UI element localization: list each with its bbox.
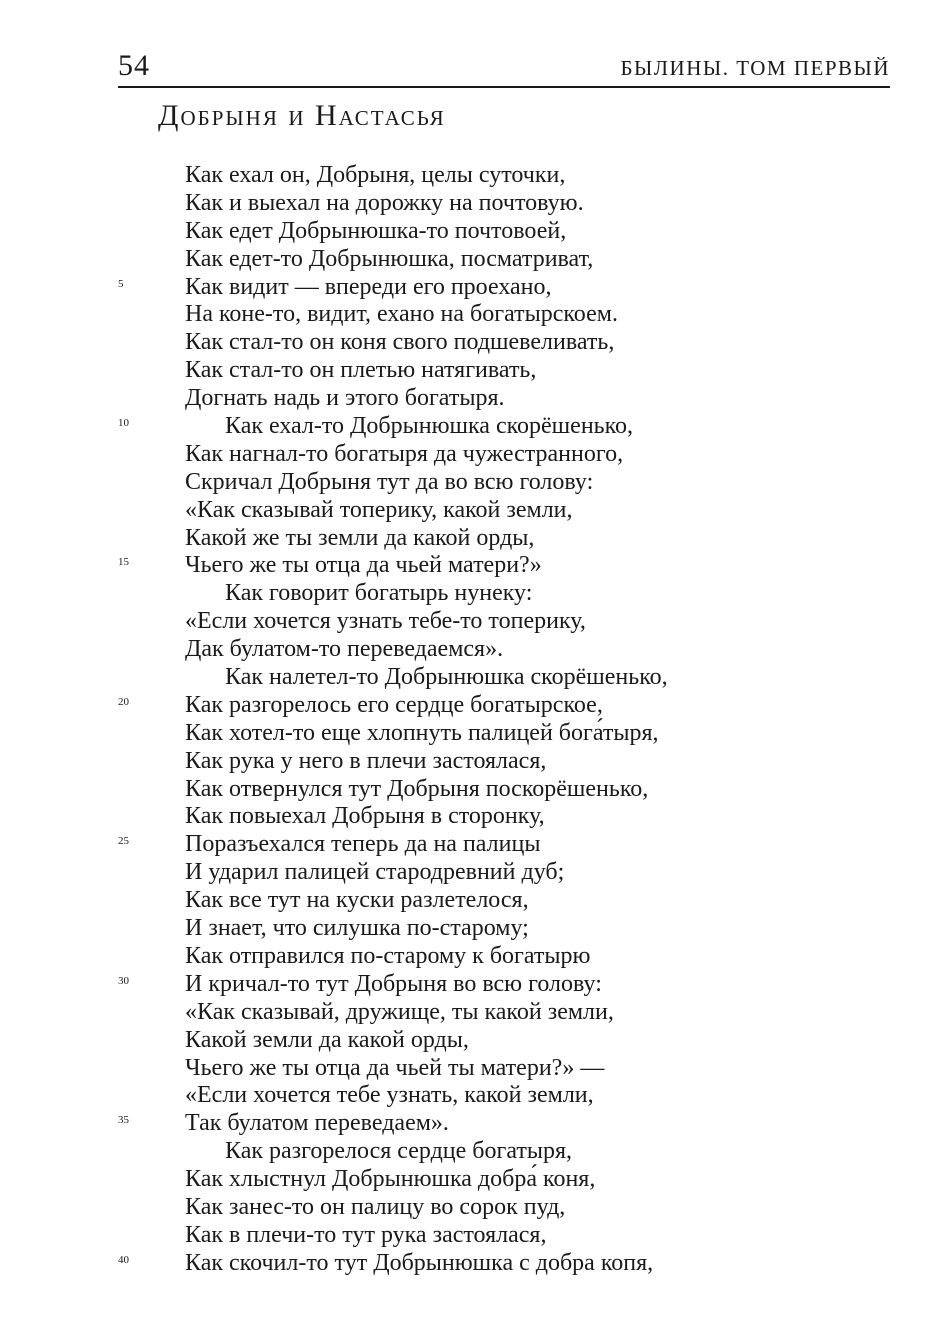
poem-line xyxy=(0,720,950,748)
line-text: Как стал-то он плетью натягивать, xyxy=(185,357,537,384)
line-text: Как занес-то он палицу во сорок пуд, xyxy=(185,1193,566,1220)
line-number: 25 xyxy=(118,835,129,848)
line-text: Как стал-то он коня свого подшевеливать, xyxy=(185,329,615,356)
poem-line xyxy=(0,301,950,329)
poem-line xyxy=(0,469,950,497)
poem-line xyxy=(0,803,950,831)
line-text: И кричал-то тут Добрыня во всю голову: xyxy=(185,970,602,997)
poem-line xyxy=(0,664,950,692)
poem-line xyxy=(0,1250,950,1278)
poem-line xyxy=(0,552,950,580)
poem-line xyxy=(0,999,950,1027)
line-text: Как хотел-то еще хлопнуть палицей бога́тыря, xyxy=(185,719,659,746)
line-text: Как нагнал-то богатыря да чужестранного, xyxy=(185,440,624,467)
line-text: Как скочил-то тут Добрынюшка с добра копя, xyxy=(185,1249,654,1276)
poem-line xyxy=(0,190,950,218)
poem-line xyxy=(0,1166,950,1194)
poem-line xyxy=(0,580,950,608)
line-text: Как разгорелось его сердце богатырское, xyxy=(185,691,603,718)
poem-line xyxy=(0,1194,950,1222)
poem-body xyxy=(0,162,950,1278)
line-number: 40 xyxy=(118,1253,129,1266)
poem-line xyxy=(0,608,950,636)
poem-line xyxy=(0,971,950,999)
line-number: 20 xyxy=(118,695,129,708)
line-text: И ударил палицей стародревний дуб; xyxy=(185,859,565,886)
line-text: Как ехал-то Добрынюшка скорёшенько, xyxy=(225,413,634,440)
line-text: Как отправился по-старому к богатырю xyxy=(185,942,591,969)
poem-line xyxy=(0,692,950,720)
poem-line xyxy=(0,1222,950,1250)
line-text: Как хлыстнул Добрынюшка добра́ коня, xyxy=(185,1166,596,1193)
line-text: И знает, что силушка по-старому; xyxy=(185,915,529,942)
line-text: Как говорит богатырь нунеку: xyxy=(225,580,533,607)
poem-line xyxy=(0,1138,950,1166)
line-text: Чьего же ты отца да чьей ты матери?» — xyxy=(185,1054,605,1081)
header-rule xyxy=(118,86,890,88)
poem-line xyxy=(0,385,950,413)
poem-line xyxy=(0,776,950,804)
poem-line xyxy=(0,525,950,553)
poem-line xyxy=(0,497,950,525)
line-number: 10 xyxy=(118,417,129,430)
line-text: Как видит — впереди его проехано, xyxy=(185,273,552,300)
poem-line xyxy=(0,636,950,664)
poem-line xyxy=(0,162,950,190)
line-text: Как ехал он, Добрыня, целы суточки, xyxy=(185,162,566,188)
running-head: БЫЛИНЫ. ТОМ ПЕРВЫЙ xyxy=(620,56,890,80)
line-text: Какой земли да какой орды, xyxy=(185,1026,469,1053)
poem-line xyxy=(0,274,950,302)
line-number: 35 xyxy=(118,1114,129,1127)
poem-line xyxy=(0,441,950,469)
poem-line xyxy=(0,831,950,859)
poem-title: Добрыня и Настасья xyxy=(158,99,446,132)
poem-line xyxy=(0,859,950,887)
poem-line xyxy=(0,357,950,385)
poem-line xyxy=(0,413,950,441)
line-text: Как едет-то Добрынюшка, посматриват, xyxy=(185,245,594,272)
line-text: На коне-то, видит, ехано на богатырскоем. xyxy=(185,301,618,328)
poem-line xyxy=(0,329,950,357)
poem-line xyxy=(0,246,950,274)
line-text: Как и выехал на дорожку на почтовую. xyxy=(185,189,584,216)
line-text: «Как сказывай, дружище, ты какой земли, xyxy=(185,998,614,1025)
line-text: Чьего же ты отца да чьей матери?» xyxy=(185,552,542,579)
line-text: Как повыехал Добрыня в сторонку, xyxy=(185,803,545,830)
line-text: Как все тут на куски разлетелося, xyxy=(185,887,529,914)
line-text: Дак булатом-то переведаемся». xyxy=(185,636,504,663)
line-text: Как едет Добрынюшка-то почтовоей, xyxy=(185,217,567,244)
line-text: «Если хочется тебе узнать, какой земли, xyxy=(185,1082,594,1109)
poem-line xyxy=(0,887,950,915)
poem-line xyxy=(0,1027,950,1055)
poem-line xyxy=(0,218,950,246)
poem-line xyxy=(0,1055,950,1083)
line-text: Как налетел-то Добрынюшка скорёшенько, xyxy=(225,664,668,691)
line-text: «Если хочется узнать тебе-то топерику, xyxy=(185,608,586,635)
poem-line xyxy=(0,748,950,776)
line-text: Догнать надь и этого богатыря. xyxy=(185,385,505,412)
line-text: Какой же ты земли да какой орды, xyxy=(185,524,535,551)
line-text: Как разгорелося сердце богатыря, xyxy=(225,1138,573,1165)
line-number: 30 xyxy=(118,974,129,987)
poem-line xyxy=(0,1082,950,1110)
page-number: 54 xyxy=(118,49,150,82)
line-text: Поразъехался теперь да на палицы xyxy=(185,831,541,858)
line-number: 5 xyxy=(118,277,124,290)
poem-line xyxy=(0,915,950,943)
line-text: Так булатом переведаем». xyxy=(185,1110,449,1137)
poem-line xyxy=(0,1110,950,1138)
line-text: Как рука у него в плечи застоялася, xyxy=(185,747,547,774)
line-text: Как отвернулся тут Добрыня поскорёшенько, xyxy=(185,775,649,802)
line-number: 15 xyxy=(118,556,129,569)
poem-line xyxy=(0,943,950,971)
line-text: Скричал Добрыня тут да во всю голову: xyxy=(185,468,594,495)
line-text: «Как сказывай топерику, какой земли, xyxy=(185,496,573,523)
line-text: Как в плечи-то тут рука застоялася, xyxy=(185,1221,547,1248)
